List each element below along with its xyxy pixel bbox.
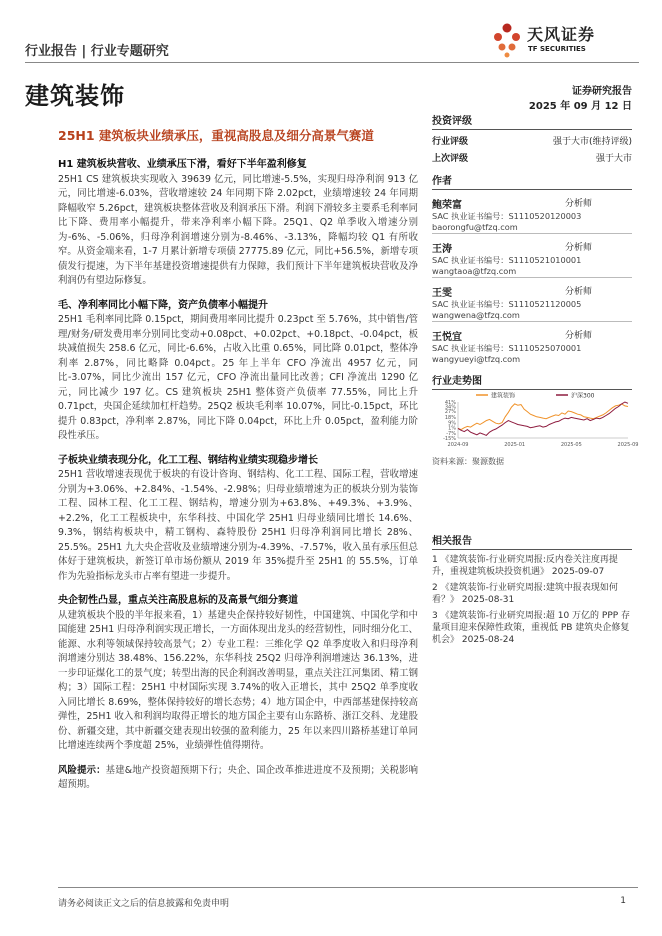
- author-role: 分析师: [564, 243, 592, 253]
- legend-label: 建筑装饰: [491, 392, 516, 400]
- related-report-date: 2025-08-24: [461, 635, 515, 645]
- y-tick-label: 41%: [444, 400, 456, 406]
- risk-note: [58, 764, 418, 793]
- industry-rating-label: 行业评级: [432, 137, 469, 147]
- author-cert: SAC 执业证书编号：S1110521010001: [432, 255, 582, 265]
- trend-title: 行业走势图: [432, 372, 632, 390]
- section-1-title: H1 建筑板块营收、业绩承压下滑，看好下半年盈利修复: [58, 159, 307, 170]
- y-tick-label: 34%: [444, 404, 456, 411]
- related-report-text[interactable]: 3 《建筑装饰-行业研究周报:超 10 万亿的 PPP 存量项目迎来保障性政策，重视低 PB 建筑央企修复机会》: [432, 611, 631, 645]
- section-3-title: 子板块业绩表现分化，化工工程、钢结构业绩实现稳步增长: [58, 454, 318, 466]
- author-email[interactable]: wangwena@tfzq.com: [432, 310, 520, 320]
- related-report-item[interactable]: [432, 554, 632, 578]
- prev-rating-value: 强于大市: [595, 154, 632, 164]
- rating-panel: [432, 112, 632, 164]
- brand-name-cn: 天风证券: [527, 25, 596, 44]
- y-tick-label: 18%: [444, 414, 456, 421]
- author-role: 分析师: [564, 287, 592, 297]
- author-name: 鲍荣富: [432, 200, 462, 211]
- related-title: 相关报告: [432, 532, 632, 550]
- sector-title: 建筑装饰: [25, 82, 125, 110]
- risk-label: 风险提示：: [58, 764, 106, 776]
- main-content: [58, 158, 418, 803]
- trend-chart: [432, 390, 639, 450]
- section-2-title: 毛、净利率同比小幅下降，资产负债率小幅提升: [58, 299, 268, 311]
- trend-panel: [432, 372, 632, 390]
- author-cert: SAC 执业证书编号：S1110525070001: [432, 343, 582, 353]
- report-date: 2025 年 09 月 12 日: [528, 101, 632, 112]
- tf-logo-icon: [490, 22, 524, 58]
- author-name: 王悦宜: [432, 332, 462, 343]
- x-tick-label: 2025-01: [504, 442, 526, 448]
- related-report-item[interactable]: [432, 610, 632, 646]
- series-line: [458, 402, 628, 435]
- section-2-body: 25H1 毛利率同比降 0.15pct，期间费用率同比提升 0.23pct 至 5.76%，其中销售/管理/财务/研发费用率分别同比变动+0.08pct、+0.02pct、+0.18pct、-0.04pct，板块减值损失 258.6 亿元，同比-6.6%，占收入比重 0.65%，同比降 0.01pct，整体净利率 2.87%，同比略降 0.04pct。25 年上半年 CFO 净流出 4957 亿元，同比-3.07%，同比少流出 157 亿元，CFO 净流出量同比改善；CFI 净流出 1290 亿元，同比减少 197 亿。CS 建筑板块 25H1 整体资产负债率 77.55%，同比上升 0.71pct，央国企延续加杠杆趋势。25Q2 板块毛利率 10.07%，同比-0.15pct，环比提升 0.83pct，净利率 2.87%，同比下降 0.04pct，环比上升 0.05pct，盈利能力阶段性承压。: [58, 314, 418, 441]
- header-divider: [25, 62, 639, 63]
- author-cert: SAC 执业证书编号：S1110521120005: [432, 299, 582, 309]
- footer-disclaimer: 请务必阅读正文之后的信息披露和免责申明: [58, 899, 230, 909]
- y-tick-label: -7%: [446, 430, 456, 437]
- author-role: 分析师: [564, 331, 592, 341]
- author-email[interactable]: baorongfu@tfzq.com: [432, 222, 518, 232]
- author-email[interactable]: wangyueyi@tfzq.com: [432, 354, 521, 364]
- author-email[interactable]: wangtaoa@tfzq.com: [432, 266, 517, 276]
- author-name: 王涛: [432, 244, 452, 255]
- headline: 25H1 建筑板块业绩承压，重视高股息及细分高景气赛道: [58, 128, 374, 143]
- report-kind: 证券研究报告: [572, 86, 632, 97]
- risk-text: 基建&地产投资超预期下行；央企、国企改革推进进度不及预期；关税影响超预期。: [58, 764, 418, 790]
- trend-source: 资料来源：聚源数据: [432, 457, 504, 466]
- authors-title: 作者: [432, 172, 632, 190]
- author-item: [432, 240, 632, 278]
- related-report-text[interactable]: 1 《建筑装饰-行业研究周报:反内卷关注度再提升，重视建筑板块投资机遇》: [432, 555, 618, 577]
- author-name: 王雯: [432, 288, 452, 299]
- y-tick-label: 9%: [448, 420, 456, 427]
- footer-divider: [58, 887, 638, 888]
- x-tick-label: 2024-09: [447, 442, 469, 448]
- y-tick-label: 27%: [444, 409, 456, 415]
- y-tick-label: -15%: [443, 436, 456, 442]
- x-tick-label: 2025-05: [560, 442, 582, 448]
- series-line: [458, 404, 628, 430]
- related-report-date: 2025-08-31: [461, 595, 515, 605]
- author-item: [432, 328, 632, 365]
- author-item: [432, 284, 632, 322]
- rating-title: 投资评级: [432, 112, 632, 130]
- related-report-date: 2025-09-07: [551, 567, 605, 577]
- brand-name-en: TF SECURITIES: [528, 45, 586, 53]
- legend-label: 沪深300: [571, 392, 595, 400]
- related-report-item[interactable]: [432, 582, 632, 606]
- author-role: 分析师: [564, 199, 592, 209]
- report-type: 行业报告 | 行业专题研究: [25, 44, 169, 59]
- page-number: 1: [620, 896, 626, 906]
- authors-panel: [432, 172, 632, 365]
- industry-rating-value: 强于大市(维持评级): [552, 137, 632, 147]
- x-tick-label: 2025-09: [617, 442, 639, 448]
- y-tick-label: 1%: [448, 425, 456, 432]
- author-cert: SAC 执业证书编号：S1110520120003: [432, 211, 582, 221]
- related-panel: [432, 532, 632, 646]
- section-4-title: 央企韧性凸显，重点关注高股息标的及高景气细分赛道: [58, 595, 298, 606]
- author-item: [432, 196, 632, 234]
- section-1-body: 25H1 CS 建筑板块实现收入 39639 亿元，同比增速-5.5%，实现归母净利润 913 亿元，同比增速-6.03%，营收增速较 24 年同期下降 2.02pct，业绩增速较 24 年同期降幅收窄 5.26pct，建筑板块整体营收及利润承压下滑。利润下滑较多主要系毛利率同比下降、费用率小幅提升，带来净利率小幅下降。25Q1、Q2 单季收入增速分别为-6%、-5.06%，归母净利润增速分别为-8.46%、-3.13%，降幅均较 Q1 有所收窄。从资金端来看，1-7 月累计新增专项债 27775.89 亿元，同比+56.5%，新增专项债发行提速，为下半年基建投资增速提供有力保障，我们预计下半年建筑板块营收及净利润仍有望边际修复。: [58, 173, 418, 286]
- section-3-body: 25H1 营收增速表现优于板块的有设计咨询、钢结构、化工工程、国际工程，营收增速分别为+3.06%、+2.84%、-1.54%、-2.98%；归母业绩增速为正的板块分别为装饰工程、园林工程、化工工程、钢结构，增速分别为+63.8%、+49.3%、+3.9%、+2.2%，化工工程板块中，东华科技、中国化学 25H1 归母业绩同比增长 14.6%、9.3%，钢结构板块中，精工钢构、森特股份 25H1 归母净利润同比增长 28%、25.5%。25H1 九大央企营收及业绩增速分别为-4.39%、-7.57%，收入虽有承压但总体好于建筑板块，新签订单市场份额从 2019 年 35%提升至 25H1 的 55.5%，订单作为先验指标龙头市占率有望进一步提升。: [58, 469, 418, 582]
- related-report-text[interactable]: 2 《建筑装饰-行业研究周报:建筑中报表现如何看？》: [432, 583, 618, 605]
- section-4-body: 从建筑板块个股的半年报来看，1）基建央企保持较好韧性，中国建筑、中国化学和中国能建 25H1 归母净利润实现正增长，一方面体现出龙头的经营韧性，同时细分化工、能源、水利等领域保持较高景气；2）专业工程：三维化学 Q2 单季度收入和归母净利润增速分别达 38.48%、156.22%，东华科技 25Q2 归母净利润增速达 36.13%，进一步印证煤化工的景气度；转型出海的民企利润改善明显，重点关注江河集团、精工钢构；3）国际工程：25H1 中材国际实现 3.74%的收入正增长，其中 25Q2 单季度收入同比增长 8.69%，整体保持较好的增长态势；4）地方国企中，中西部基建保持较高弹性，25H1 收入和利润均取得正增长的地方国企主要有山东路桥、浙江交科、龙建股份、新疆交建，其中新疆交建表现出较强的盈利能力，25 年以来四川路桥基建订单同比增速连续两个季度超 25%，业绩弹性值得期待。: [58, 609, 418, 751]
- prev-rating-label: 上次评级: [432, 154, 469, 164]
